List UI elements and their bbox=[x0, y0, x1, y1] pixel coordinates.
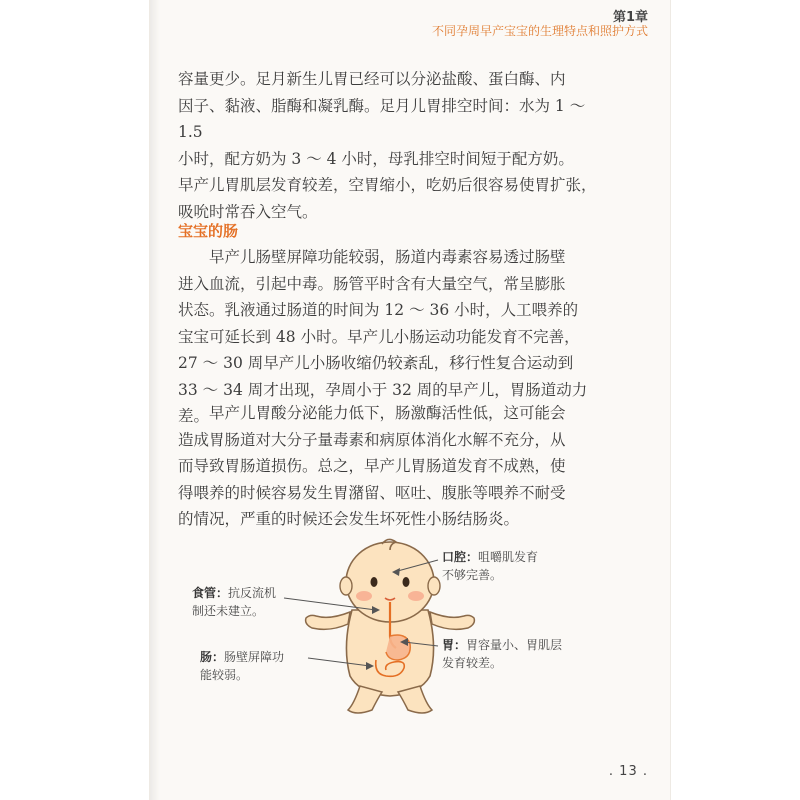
label-intestine bbox=[200, 648, 330, 684]
text-line: 27 ～ 30 周早产儿小肠收缩仍较紊乱，移行性复合运动到 bbox=[178, 354, 574, 372]
page-gutter-shadow bbox=[150, 0, 160, 800]
label-term: 肠： bbox=[200, 650, 225, 664]
label-desc: 咀嚼肌发育 bbox=[478, 550, 539, 564]
text-line: 小时，配方奶为 3 ～ 4 小时，母乳排空时间短于配方奶。 bbox=[178, 149, 574, 168]
section-heading: 宝宝的肠 bbox=[178, 222, 239, 240]
label-term: 口腔： bbox=[442, 550, 479, 564]
label-term: 胃： bbox=[442, 638, 467, 652]
label-desc: 发育较差。 bbox=[442, 656, 503, 670]
paragraph-gastric-acid bbox=[178, 400, 610, 533]
text-line: 得喂养的时候容易发生胃潴留、呕吐、腹胀等喂养不耐受 bbox=[178, 483, 566, 502]
text-line: 状态。乳液通过肠道的时间为 12 ～ 36 小时，人工喂养的 bbox=[178, 301, 579, 319]
text-line: 容量更少。足月新生儿胃已经可以分泌盐酸、蛋白酶、内 bbox=[178, 70, 566, 88]
text-line: 而导致胃肠道损伤。总之，早产儿胃肠道发育不成熟，使 bbox=[178, 457, 566, 475]
text-line: 进入血流，引起中毒。肠管平时含有大量空气，常呈膨胀 bbox=[178, 274, 566, 293]
label-desc: 不够完善。 bbox=[442, 568, 503, 582]
label-desc: 胃容量小、胃肌层 bbox=[466, 638, 563, 652]
label-mouth bbox=[442, 548, 562, 584]
text-line: 吸吮时常吞入空气。 bbox=[178, 202, 318, 221]
label-esophagus bbox=[192, 584, 302, 620]
baby-digestive-illustration bbox=[180, 530, 610, 720]
text-line: 的情况，严重的时候还会发生坏死性小肠结肠炎。 bbox=[178, 510, 520, 528]
paragraph-stomach bbox=[178, 66, 610, 225]
label-term: 食管： bbox=[192, 586, 229, 600]
text-line: 宝宝可延长到 48 小时。早产儿小肠运动功能发育不完善， bbox=[178, 327, 580, 346]
text-line: 早产儿胃肌层发育较差，空胃缩小，吃奶后很容易使胃扩张， bbox=[178, 176, 597, 194]
text-line: 早产儿胃酸分泌能力低下，肠激酶活性低，这可能会 bbox=[209, 404, 566, 422]
text-line: 因子、黏液、脂酶和凝乳酶。足月儿胃排空时间：水为 1 ～ 1.5 bbox=[178, 96, 586, 141]
chapter-label: 第1章 bbox=[612, 10, 648, 25]
label-desc: 能较弱。 bbox=[200, 668, 249, 682]
label-desc: 肠壁屏障功 bbox=[224, 650, 285, 664]
label-desc: 制还未建立。 bbox=[192, 604, 265, 618]
page-number: . 13 . bbox=[608, 764, 648, 779]
label-stomach bbox=[442, 636, 572, 672]
text-line: 33 ～ 34 周才出现，孕周小于 32 周的早产儿，胃肠道动力差。 bbox=[178, 380, 588, 425]
label-desc: 抗反流机 bbox=[228, 586, 277, 600]
chapter-subtitle: 不同孕周早产宝宝的生理特点和照护方式 bbox=[431, 24, 648, 38]
text-line: 造成胃肠道对大分子量毒素和病原体消化水解不充分，从 bbox=[178, 430, 566, 449]
text-line: 早产儿肠壁屏障功能较弱，肠道内毒素容易透过肠壁 bbox=[209, 248, 566, 266]
